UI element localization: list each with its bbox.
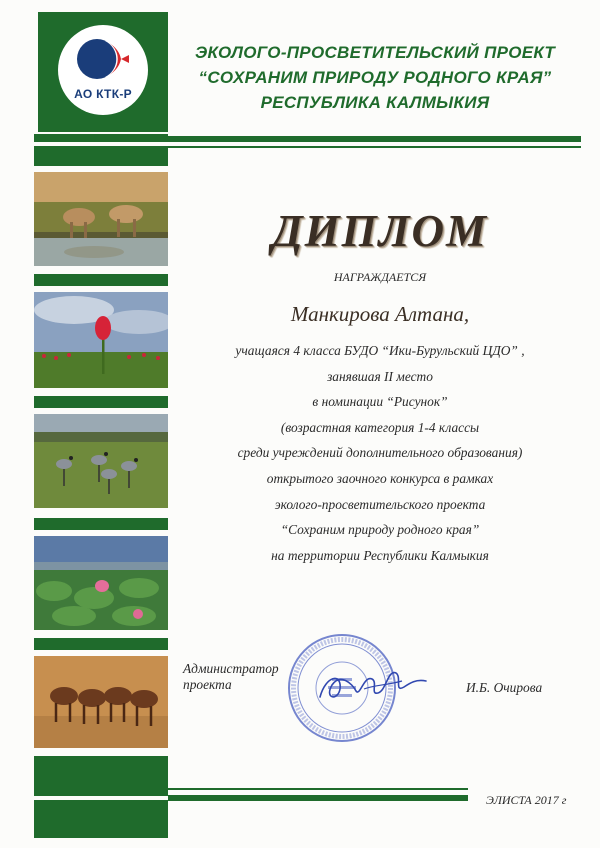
description-line: (возрастная категория 1-4 классы [280,419,480,435]
role-line-2: проекта [183,677,232,692]
diploma-description [175,338,585,568]
description-line: учащаяся 4 класса БУДО “Ики-Бурульский ЦДО” , [235,343,525,358]
description-line: среди учреждений дополнительного образования) [237,445,523,461]
description-line: эколого-просветительского проекта [274,496,486,512]
logo-text: АО КТК-Р [74,87,132,101]
awarded-label: НАГРАЖДАЕТСЯ [333,270,427,284]
divider-line [168,795,468,801]
description-line: на территории Республики Калмыкия [271,547,489,563]
photo-red-tulip [34,292,168,388]
diploma-title: ДИПЛОМ [271,206,489,256]
signatory-role [183,661,279,693]
recipient-name: Манкирова Алтана, [290,302,470,326]
description-line: “Сохраним природу родного края” [280,522,480,538]
ktk-logo-icon [75,35,131,83]
green-bar [34,134,168,142]
project-header [170,40,580,115]
role-line-1: Администратор [183,661,279,676]
header-line-2: “СОХРАНИМ ПРИРОДУ РОДНОГО КРАЯ” [198,68,552,87]
divider-line [168,788,468,790]
green-bar [34,756,168,796]
description-line: занявшая II место [327,368,433,384]
header-line-3: РЕСПУБЛИКА КАЛМЫКИЯ [260,93,490,112]
green-bar [34,638,168,650]
description-line: открытого заочного конкурса в рамках [266,470,494,486]
green-bar [34,146,168,166]
handwritten-signature [312,655,432,715]
green-bar [34,800,168,838]
photo-horses [34,656,168,748]
header-line-1: ЭКОЛОГО-ПРОСВЕТИТЕЛЬСКИЙ ПРОЕКТ [194,43,556,62]
green-bar [34,396,168,408]
green-bar [34,518,168,530]
company-logo [58,25,148,115]
left-photo-strip [34,12,168,838]
green-bar [34,274,168,286]
photo-lotus-flowers [34,536,168,630]
divider-line [168,136,581,142]
photo-saiga-antelopes [34,172,168,266]
photo-demoiselle-cranes [34,414,168,508]
description-line: в номинации “Рисунок” [312,394,448,410]
city-year: ЭЛИСТА 2017 г [486,793,567,807]
signer-name: И.Б. Очирова [466,680,543,695]
divider-line [168,146,581,148]
